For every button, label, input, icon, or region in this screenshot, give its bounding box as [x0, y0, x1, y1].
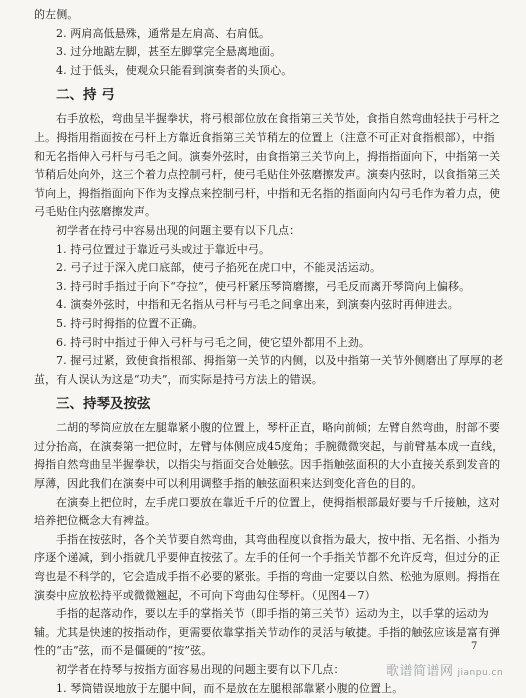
- paragraph: 二胡的琴筒应放在左腿靠紧小腹的位置上，琴杆正直，略向前倾；左臂自然弯曲，肘部不要过分抬高，在演奏第一把位时，左臂与体侧应成45度角；手腕微微突起，与前臂基本成一直线，拇指自然弯曲呈半握拳状，以指尖与指面交合处触弦。因手指触弦面积的大小直接关系到发音的厚薄，因此我们在演奏中可以利用调整手指的触弦面积来达到变化音色的目的。: [34, 421, 504, 491]
- list-item: 1. 琴筒错误地放于左腿中间，而不是放在左腿根部靠紧小腹的位置上。: [56, 681, 404, 695]
- paragraph: 手指的起落动作，要以左手的掌指关节（即手指的第三关节）运动为主，以手掌的运动为辅。尤其是快速的按指动作，更需要依靠掌指关节动作的灵活与敏捷。手指的触弦应该是富有弹性的“击”弦，而不是僵硬的“按”弦。: [34, 607, 501, 658]
- page-number: 7: [471, 641, 478, 652]
- watermark-url: jianpu.cn: [457, 668, 504, 678]
- paragraph: 在演奏上把位时，左手虎口要放在靠近千斤的位置上，使拇指根部最好要与千斤接触，这对培养把位概念大有裨益。: [34, 495, 500, 528]
- paragraph: 初学者在持琴与按指方面容易出现的问题主要有以下几点：: [56, 663, 345, 676]
- paragraph: 手指在按弦时，各个关节要自然弯曲，其弯曲程度以食指为最大，按中指、无名指、小指为序逐个递减，到小指就几乎要伸直按弦了。左手的任何一个手指关节都不允许反弯，但过分的正弯也是不科学的，它会造成手指不必要的紧张。手指的弯曲一定要以自然、松弛为原则。拇指在演奏中应放松持平或微微翘起，不可向下弯曲勾住琴杆。（见图4－7）: [34, 532, 501, 602]
- list-item: 1. 持弓位置过于靠近弓头或过于靠近中弓。: [56, 242, 271, 256]
- paragraph: 右手放松，弯曲呈半握拳状，将弓根部位放在食指第三关节处，食指自然弯曲轻扶于弓杆之上。拇指用指面按在弓杆上方靠近食指第三关节稍左的位置上（注意不可正对食指根部），中指和无名指伸入弓杆与弓毛之间。演奏外弦时，由食指第三关节向上，拇指指面向下，中指第一关节稍后处向外，这三个着力点控制弓杆，使弓毛贴住外弦磨擦发声。演奏内弦时，以食指第三关节向上，拇指指面向下作为支撑点来控制弓杆，中指和无名指的指面向内勾弓毛作为着力点，使弓毛贴住内弦磨擦发声。: [34, 112, 501, 219]
- paragraph: 初学者在持弓中容易出现的问题主要有以下几点：: [56, 223, 301, 237]
- list-item: 2. 两肩高低悬殊，通常是左肩高、右肩低。: [56, 26, 271, 40]
- list-item: 3. 过分地踮左脚，甚至左脚掌完全悬离地面。: [56, 45, 282, 59]
- page-content: [34, 6, 504, 698]
- watermark: [386, 660, 503, 679]
- list-item: 2. 弓子过于深入虎口底部，使弓子掐死在虎口中，不能灵活运动。: [56, 261, 382, 275]
- list-item: 7. 握弓过紧，致使食指根部、拇指第一关节的内侧，以及中指第一关节外侧磨出了厚厚的老茧，有人误认为这是“功夫”，而实际是持弓方法上的错误。: [34, 354, 504, 386]
- section-heading-holding-and-fingering: 三、持琴及按弦: [56, 396, 151, 413]
- section-heading-bow-holding: 二、持 弓: [56, 87, 115, 104]
- continued-text: 的左侧。: [34, 8, 79, 21]
- list-item: 4. 演奏外弦时，中指和无名指从弓杆与弓毛之间拿出来，到演奏内弦时再伸进去。: [56, 298, 459, 312]
- list-item: 5. 持弓时拇指的位置不正确。: [56, 316, 204, 330]
- list-item: 3. 持弓时手指过于向下“夺拉”，使弓杆紧压琴筒磨擦，弓毛反而离开琴筒向上偏移。: [56, 279, 471, 293]
- watermark-text: 歌谱简谱网: [386, 664, 454, 679]
- list-item: 6. 持弓时中指过于伸入弓杆与弓毛之间，使它望外都用不上劲。: [56, 335, 370, 349]
- list-item: 4. 过于低头，使观众只能看到演奏者的头顶心。: [56, 63, 293, 77]
